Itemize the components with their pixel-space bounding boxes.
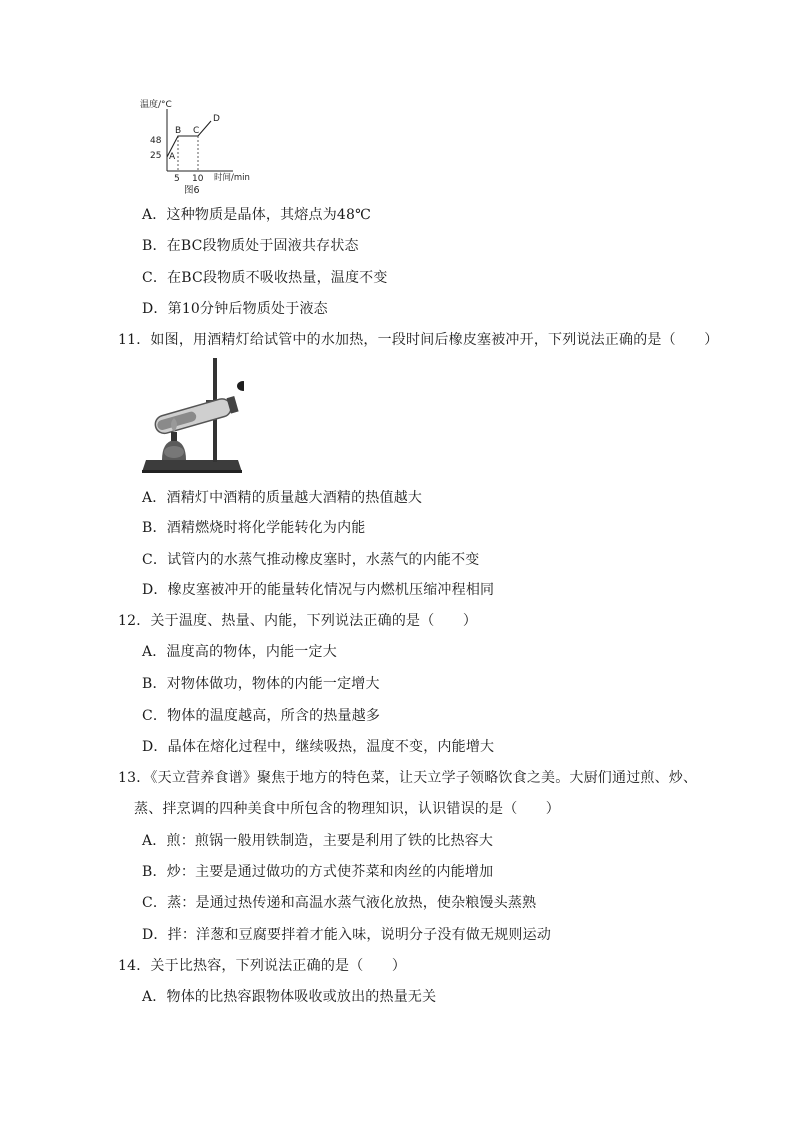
test-tube-apparatus-image xyxy=(140,356,244,474)
fig6-caption: 图6 xyxy=(184,185,200,195)
q11-option-d: D．橡皮塞被冲开的能量转化情况与内燃机压缩冲程相同 xyxy=(142,582,495,598)
fig6-ylabel: 温度/°C xyxy=(140,100,172,110)
fig6-point-c: C xyxy=(193,126,200,136)
q13-option-b: B．炒：主要是通过做功的方式使芥菜和肉丝的内能增加 xyxy=(142,864,494,880)
q13-option-c: C．蒸：是通过热传递和高温水蒸气液化放热，使杂粮馒头蒸熟 xyxy=(142,895,537,911)
q12-option-a: A．温度高的物体，内能一定大 xyxy=(142,644,337,660)
q10-option-d: D．第10分钟后物质处于液态 xyxy=(142,301,328,317)
fig6-xtick-5: 5 xyxy=(174,174,180,184)
q14-stem: 14．关于比热容，下列说法正确的是（ ） xyxy=(118,958,407,974)
fig6-xlabel: 时间/min xyxy=(214,173,250,183)
fig6-xtick-10: 10 xyxy=(192,174,204,184)
fig6-point-d: D xyxy=(213,114,220,124)
fig6-point-a: A xyxy=(169,152,176,162)
fig6-point-b: B xyxy=(175,126,182,136)
fig6-ytick-25: 25 xyxy=(150,151,162,161)
q13-option-d: D．拌：洋葱和豆腐要拌着才能入味，说明分子没有做无规则运动 xyxy=(142,927,552,943)
q11-option-b: B．酒精燃烧时将化学能转化为内能 xyxy=(142,520,366,536)
q10-option-c: C．在BC段物质不吸收热量，温度不变 xyxy=(142,270,388,286)
q10-option-a: A．这种物质是晶体，其熔点为48℃ xyxy=(142,207,371,223)
q10-option-b: B．在BC段物质处于固液共存状态 xyxy=(142,238,359,254)
figure-6-graph xyxy=(138,95,278,195)
q14-option-a: A．物体的比热容跟物体吸收或放出的热量无关 xyxy=(142,989,437,1005)
q13-stem-line1: 13．《天立营养食谱》聚焦于地方的特色菜，让天立学子领略饮食之美。大厨们通过煎、炒、 xyxy=(118,770,698,786)
q11-option-a: A．酒精灯中酒精的质量越大酒精的热值越大 xyxy=(142,490,423,506)
q12-option-c: C．物体的温度越高，所含的热量越多 xyxy=(142,708,381,724)
q12-option-b: B．对物体做功，物体的内能一定增大 xyxy=(142,676,380,692)
q12-option-d: D．晶体在熔化过程中，继续吸热，温度不变，内能增大 xyxy=(142,739,495,755)
q13-stem-line2: 蒸、拌烹调的四种美食中所包含的物理知识，认识错误的是（ ） xyxy=(134,801,560,817)
q13-option-a: A．煎：煎锅一般用铁制造，主要是利用了铁的比热容大 xyxy=(142,833,494,849)
q11-option-c: C．试管内的水蒸气推动橡皮塞时，水蒸气的内能不变 xyxy=(142,552,480,568)
fig6-ytick-48: 48 xyxy=(150,136,162,146)
q11-stem: 11．如图，用酒精灯给试管中的水加热，一段时间后橡皮塞被冲开，下列说法正确的是（ ） xyxy=(118,332,719,348)
q12-stem: 12．关于温度、热量、内能，下列说法正确的是（ ） xyxy=(118,613,478,629)
